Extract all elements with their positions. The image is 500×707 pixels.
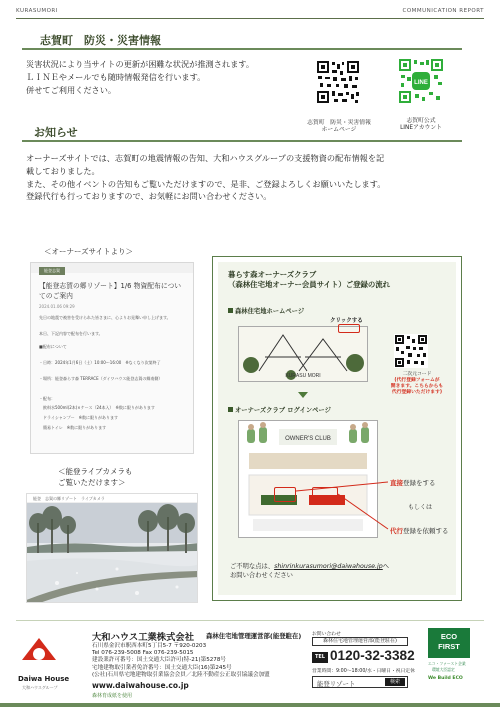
square-bullet-icon (228, 407, 233, 412)
direct-register-target[interactable] (274, 487, 296, 502)
eco-first-badge (428, 628, 470, 658)
direct-register-label (390, 478, 436, 487)
company-details (92, 643, 270, 679)
contact-head: お問い合わせ (312, 632, 341, 637)
contact-suffix: へ (382, 563, 390, 570)
homepage-illustration (239, 327, 367, 381)
post-paragraph: ■配布について (39, 344, 67, 349)
line-qr-label: LINE (414, 80, 428, 86)
live-camera-image[interactable] (26, 493, 198, 603)
guide-title (228, 270, 390, 290)
direct-red-text: 直接 (390, 479, 403, 487)
eco-caption: エコ・ファースト企業 (428, 661, 466, 666)
report-label: COMMUNICATION REPORT (402, 8, 484, 14)
proxy-form-qr-icon[interactable] (394, 334, 428, 368)
company-tel: Tel 076-239-5008 Fax 076-239-5015 (92, 650, 194, 657)
square-bullet-icon (228, 308, 233, 313)
owners-club-logo-text: OWNER'S CLUB (285, 436, 331, 442)
line-qr-caption (384, 118, 458, 132)
qr-caption-line: 開きます。こちらからも (390, 384, 444, 389)
search-query: 能登リゾート (317, 680, 356, 688)
post-paragraph: ・配布： (39, 396, 55, 401)
daiwa-logo-icon (18, 634, 60, 674)
disaster-title-text: 志賀町 防災・災害情報 (40, 34, 161, 47)
daiwa-logo-sub: 大和ハウスグループ (22, 685, 58, 690)
contact-prefix: ご不明な点は、 (230, 563, 275, 570)
notice-title (34, 124, 78, 140)
footer-bottom-bar (0, 703, 500, 707)
eco-bottom: FIRST (438, 642, 460, 651)
login-page-illustration (239, 421, 377, 537)
contact-email-link[interactable]: shinrinkurasumori@daiwahouse.jp (274, 563, 383, 570)
free-dial-number[interactable]: 0120-32-3382 (330, 648, 415, 663)
notice-line: また、その他イベントの告知もご覧いただけますので、是非、ご登録よろしくお願いいたします。 (26, 178, 386, 189)
top-header (16, 6, 484, 18)
post-paragraph: 本日、下記内容で配布を行います。 (39, 331, 103, 336)
login-label-text: オーナーズクラブ ログインページ (235, 407, 331, 414)
line-qr-icon[interactable] (398, 58, 444, 104)
direct-rest-text: 登録をする (403, 479, 436, 487)
live-camera-label-line: ご覧いただけます＞ (58, 478, 126, 487)
live-camera-label-line: ＜能登ライブカメラも (58, 467, 133, 476)
post-title[interactable]: 【能登志賀の郷リゾート】1/6 物資配布についてのご案内 (39, 282, 182, 300)
post-tag: 能登志賀 (39, 267, 65, 275)
login-screenshot (238, 420, 378, 538)
live-camera-label (58, 466, 132, 488)
disaster-site-qr-icon[interactable] (316, 60, 360, 104)
post-paragraph: 簡易トイレ ※数に限りがあります (39, 425, 107, 430)
post-date: 2024.01.06 09:29 (39, 304, 75, 309)
post-paragraph: 先日の地震で被害を受けられた皆さまに、心よりお見舞い申し上げます。 (39, 315, 171, 320)
post-paragraph: ドライシャンプー ※数に限りがあります (39, 415, 119, 420)
owners-site-label: ＜オーナーズサイトより＞ (44, 247, 133, 256)
snow-landscape-photo (27, 503, 198, 603)
contact-note (230, 562, 389, 580)
click-label: クリックする (330, 318, 363, 324)
post-paragraph: ・場所：能登森らす森 TERRACE（ダイワハウス能登志賀の郷南側） (39, 376, 163, 381)
homepage-label (228, 306, 304, 315)
proxy-rest-text: 登録を依頼する (403, 527, 449, 535)
header-divider (16, 18, 484, 19)
homepage-label-text: 森林住宅地ホームページ (235, 308, 305, 315)
proxy-register-target[interactable] (312, 487, 338, 502)
notice-line: 登録代行も行っておりますので、お気軽にお問い合わせください。 (26, 191, 272, 202)
proxy-red-text: 代行 (390, 527, 403, 535)
qr-caption-line: ホームページ (321, 127, 357, 134)
qr-caption-line: 志賀町公式 (406, 118, 436, 124)
disaster-title (40, 32, 161, 48)
search-button[interactable]: 検索 (385, 678, 405, 686)
we-build-eco: We Build ECO (428, 676, 463, 681)
contact-line2: お問い合わせください (230, 572, 293, 579)
notice-title-bar (22, 140, 462, 142)
homepage-screenshot[interactable] (238, 326, 368, 382)
daiwa-logo-text: Daiwa House (18, 675, 70, 683)
eco-top: ECO (440, 632, 458, 641)
proxy-register-label (390, 526, 449, 535)
business-hours: 営業時間：9:00～18:00/水・日曜日・祝日定休 (312, 669, 415, 674)
disaster-text (26, 58, 254, 96)
registration-guide-inner (218, 262, 456, 595)
association: (公社)石川県宅地建物取引業協会会員／北陸不動産公正取引協議会加盟 (92, 671, 270, 678)
footer-divider (16, 620, 484, 621)
contact-dept: 森林住宅地管理運営部(能登駐在) (312, 637, 408, 646)
notice-line: 載しておりました。 (26, 165, 100, 176)
or-text: もしくは (408, 504, 433, 511)
post-paragraph: 飲料水500ml(2本)×ケース（24本入） ※数に限りがあります (39, 405, 155, 410)
website-link[interactable]: www.daiwahouse.co.jp (92, 681, 189, 690)
disaster-title-bar (22, 48, 462, 50)
brand-label: KURASUMORI (16, 8, 58, 14)
company-division: 森林住宅地管理運営部(能登駐在) (206, 632, 302, 640)
notice-text (26, 152, 385, 203)
login-label (228, 405, 331, 414)
disaster-qr-caption (296, 120, 382, 134)
free-dial-icon: TEL (312, 652, 328, 663)
license-1: 建設業許可番号：国土交通大臣許可(特-21)第5278号 (92, 657, 227, 664)
license-2: 宅地建物取引業者免許番号：国土交通大臣(16)第245号 (92, 664, 232, 671)
owners-site-screenshot (30, 262, 194, 454)
company-name: 大和ハウス工業株式会社 (92, 632, 194, 643)
guide-title-line: 暮らす森オーナーズクラブ (228, 270, 317, 279)
guide-title-line: （森林住宅地オーナー会員サイト）ご登録の流れ (228, 280, 391, 289)
qr-caption-line: 志賀町 防災・災害情報 (307, 120, 371, 126)
search-box[interactable] (312, 676, 408, 688)
homepage-logo-text: KURASU MORI (285, 373, 321, 379)
qr-caption-line: LINEアカウント (400, 125, 442, 132)
click-target-box (338, 324, 360, 333)
qr-caption-line: 代行登録いただけます) (391, 390, 443, 395)
live-camera-header: 能登 志賀の郷リゾート ライブカメラ (27, 494, 197, 503)
company-address: 石川県金沢市駅西本町5丁目5-7 〒920-0203 (92, 643, 207, 649)
eco-caption2: 環境大臣認定 (432, 667, 455, 672)
disaster-line: ＬＩＮＥやメールでも随時情報発信を行います。 (26, 71, 206, 82)
qr-caption (386, 372, 448, 396)
disaster-line: 災害状況により当サイトの更新が困難な状況が推測されます。 (26, 59, 255, 69)
post-paragraph: ・日時：2024年1月6日（土）10:00～16:00 ※なくなり次第終了 (39, 360, 161, 365)
qr-caption-line: (代行登録フォームが (394, 378, 440, 383)
paper-note: 森林育成紙を使用 (92, 693, 133, 699)
flow-arrow-icon (298, 392, 308, 398)
notice-title-text: お知らせ (34, 126, 78, 139)
qr-caption-line: 二次元コード (402, 372, 432, 377)
disaster-line: 併せてご利用ください。 (26, 84, 117, 95)
notice-line: オーナーズサイトでは、志賀町の地震情報の告知、大和ハウスグループの支援物資の配布情報を記 (26, 153, 385, 163)
